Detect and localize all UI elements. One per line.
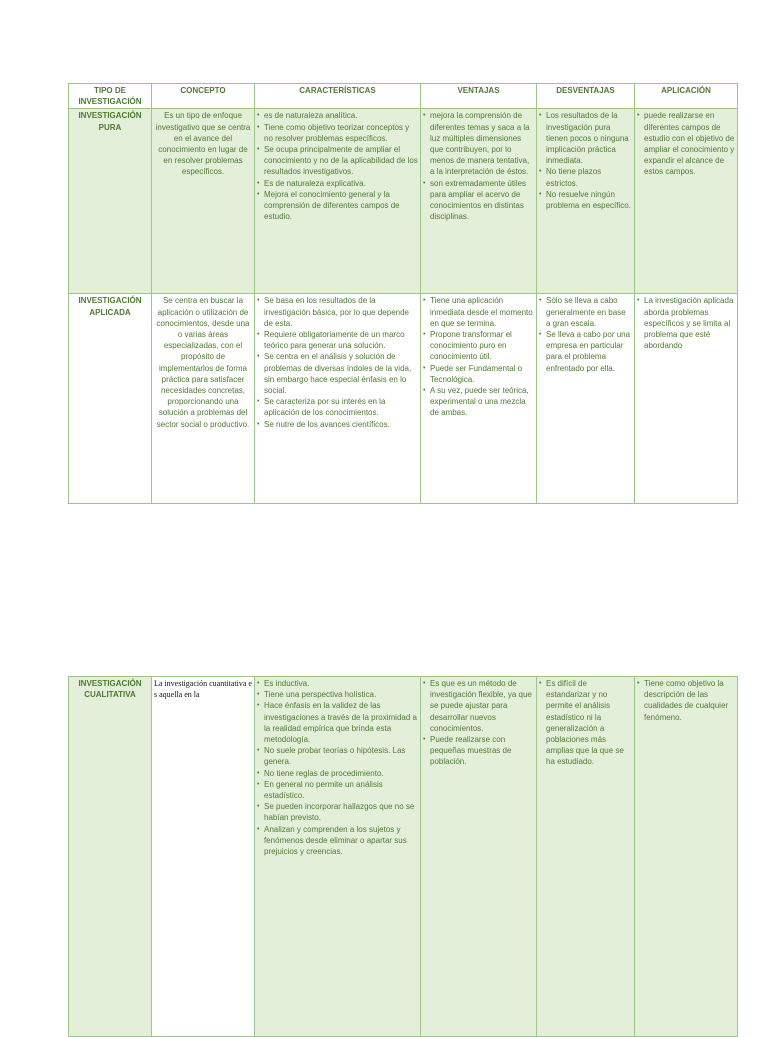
bullet-item: • Puede ser Fundamental o Tecnológica. <box>423 363 534 385</box>
bullet-item: • No tiene plazos estrictos. <box>539 166 632 188</box>
bullet-item: • Se lleva a cabo por una empresa en particular para el problema enfrentado por ella. <box>539 329 632 374</box>
row-features <box>255 109 421 294</box>
bullet-item: • Se centra en el análisis y solución de problemas de diversas índoles de la vida, sin embargo hace especial énfasis en lo social. <box>257 351 418 396</box>
row-type-label: INVESTIGACIÓN APLICADA <box>69 294 152 504</box>
bullet-item: • Se pueden incorporar hallazgos que no se habían previsto. <box>257 801 418 823</box>
row-type-label: INVESTIGACIÓN CUALITATIVA <box>69 677 152 1037</box>
bullet-item: • No tiene reglas de procedimiento. <box>257 768 418 779</box>
bullet-item: • son extremadamente útiles para ampliar el acervo de conocimientos en distintas disciplinas. <box>423 178 534 223</box>
bullet-item: • puede realizarse en diferentes campos de estudio con el objetivo de ampliar el conocimiento y expandir el alcance de estos campos. <box>637 110 735 177</box>
header-concepto: CONCEPTO <box>152 84 255 109</box>
row-features <box>255 677 421 1037</box>
table-row-cualitativa <box>69 677 738 1037</box>
qualitative-research-table <box>68 676 738 1037</box>
bullet-item: • No resuelve ningún problema en específico. <box>539 189 632 211</box>
bullet-item: • Mejora el conocimiento general y la comprensión de diferentes campos de estudio. <box>257 189 418 223</box>
bullet-item: • Es que es un método de investigación flexible, ya que se puede ajustar para desarrollar nuevos conocimientos. <box>423 678 534 734</box>
table-row-pura <box>69 109 738 294</box>
bullet-item: • Requiere obligatoriamente de un marco teórico para generar una solución. <box>257 329 418 351</box>
bullet-item: • Se caracteriza por su interés en la aplicación de los conocimientos. <box>257 396 418 418</box>
bullet-item: • Propone transformar el conocimiento puro en conocimiento útil. <box>423 329 534 363</box>
bullet-item: • Puede realizarse con pequeñas muestras de población. <box>423 734 534 768</box>
table-header-row <box>69 84 738 109</box>
bullet-item: • Sólo se lleva a cabo generalmente en base a gran escala. <box>539 295 632 329</box>
bullet-item: • Se basa en los resultados de la investigación básica, por lo que depende de esta. <box>257 295 418 329</box>
bullet-item: • La investigación aplicada aborda problemas específicos y se limita al problema que esté abordando <box>637 295 735 351</box>
bullet-item: • es de naturaleza analítica. <box>257 110 418 121</box>
row-advantages <box>421 677 537 1037</box>
header-tipo: TIPO DE INVESTIGACIÓN <box>69 84 152 109</box>
row-advantages <box>421 109 537 294</box>
bullet-item: • Es inductiva. <box>257 678 418 689</box>
table-row-aplicada <box>69 294 738 504</box>
header-aplicacion: APLICACIÓN <box>635 84 738 109</box>
row-type-label: INVESTIGACIÓN PURA <box>69 109 152 294</box>
row-application <box>635 677 738 1037</box>
bullet-item: • Tiene como objetivo teorizar conceptos y no resolver problemas específicos. <box>257 122 418 144</box>
bullet-item: • Los resultados de la investigación pura tienen pocos o ninguna implicación práctica inmediata. <box>539 110 632 166</box>
row-disadvantages <box>537 677 635 1037</box>
bullet-item: • Tiene una perspectiva holística. <box>257 689 418 700</box>
bullet-item: • A su vez, puede ser teórica, experimental o una mezcla de ambas. <box>423 385 534 419</box>
bullet-item: • Es difícil de estandarizar y no permite el análisis estadístico ni la generalización a poblaciones más amplias que la que se ha estudiado. <box>539 678 632 768</box>
bullet-item: • En general no permite un análisis estadístico. <box>257 779 418 801</box>
header-caracteristicas: CARACTERÍSTICAS <box>255 84 421 109</box>
row-concept: Es un tipo de enfoque investigativo que se centra en el avance del conocimiento en lugar de en resolver problemas específicos. <box>152 109 255 294</box>
bullet-item: • Tiene como objetivo la descripción de las cualidades de cualquier fenómeno. <box>637 678 735 723</box>
header-ventajas: VENTAJAS <box>421 84 537 109</box>
row-disadvantages <box>537 294 635 504</box>
row-features <box>255 294 421 504</box>
row-concept-large-text: La investigación cuantitativa es aquella en la <box>152 677 255 1037</box>
bullet-item: • Se nutre de los avances científicos. <box>257 419 418 430</box>
header-desventajas: DESVENTAJAS <box>537 84 635 109</box>
row-application <box>635 109 738 294</box>
bullet-item: • mejora la comprensión de diferentes temas y saca a la luz múltiples dimensiones que contribuyen, por lo menos de manera tentativa, a la interpretación de éstos. <box>423 110 534 177</box>
row-disadvantages <box>537 109 635 294</box>
bullet-item: • Es de naturaleza explicativa. <box>257 178 418 189</box>
research-types-table <box>68 83 738 504</box>
row-concept: Se centra en buscar la aplicación o utilización de conocimientos, desde una o varias áreas especializadas, con el propósito de implementarlos de forma práctica para satisfacer necesidades concretas, proporcionando una solución a problemas del sector social o productivo. <box>152 294 255 504</box>
row-advantages <box>421 294 537 504</box>
bullet-item: • Se ocupa principalmente de ampliar el conocimiento y no de la aplicabilidad de los resultados investigativos. <box>257 144 418 178</box>
bullet-item: • No suele probar teorías o hipótesis. Las genera. <box>257 745 418 767</box>
bullet-item: • Tiene una aplicación inmediata desde el momento en que se termina. <box>423 295 534 329</box>
row-application <box>635 294 738 504</box>
bullet-item: • Hace énfasis en la validez de las investigaciones a través de la proximidad a la realidad empírica que brinda esta metodología. <box>257 700 418 745</box>
bullet-item: • Analizan y comprenden a los sujetos y fenómenos desde eliminar o apartar sus prejuicios y creencias. <box>257 824 418 858</box>
